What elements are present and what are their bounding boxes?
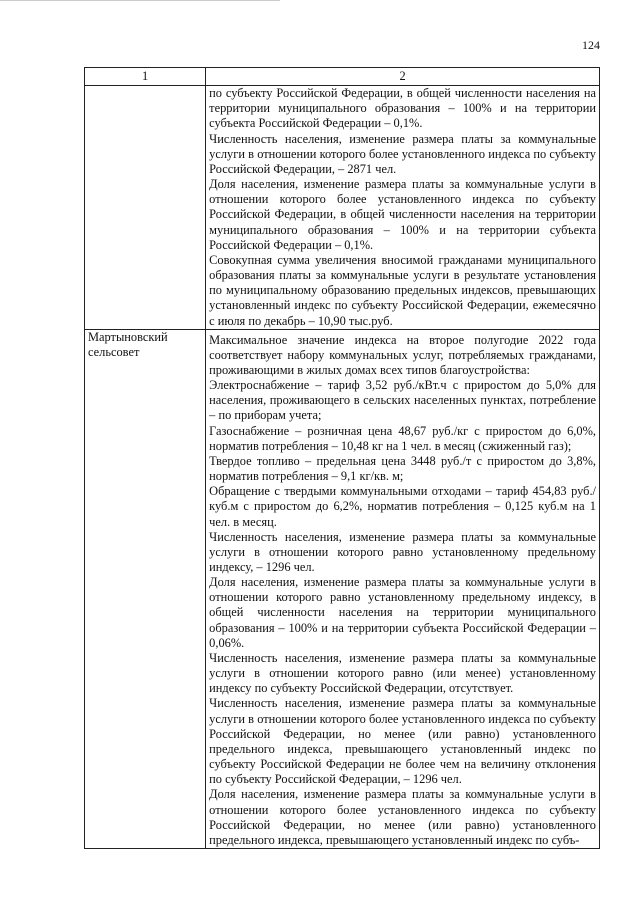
paragraph: Доля населения, изменение размера платы за коммунальные услуги в отношении которого более установленного индекса по субъекту Российской Федерации, но менее (или равно) установленного предельного индекса, превышающего установленный индекс по субъ- — [209, 787, 596, 847]
column-header-1: 1 — [85, 68, 206, 86]
paragraph: Совокупная сумма увеличения вносимой гражданами муниципального образования платы за коммунальные услуги в результате установления по муниципальному образованию предельных индексов, превышающих установленный индекс по субъекту Российской Федерации, ежемесячно с июля по декабрь – 10,90 тыс.руб. — [209, 252, 596, 328]
paragraph: Обращение с твердыми коммунальными отходами – тариф 454,83 руб./куб.м с приростом до 6,2%, норматив потребления – 0,125 куб.м на 1 чел. в месяц. — [209, 484, 596, 529]
paragraph: Численность населения, изменение размера платы за коммунальные услуги в отношении которого равно установленному предельному индексу, – 1296 чел. — [209, 529, 596, 574]
paragraph: Твердое топливо – предельная цена 3448 руб./т с приростом до 3,8%, норматив потребления – 9,1 кг/кв. м; — [209, 453, 596, 484]
paragraph: Доля населения, изменение размера платы за коммунальные услуги в отношении которого равно установленному предельному индексу, в общей численности населения на территории муниципального образования – 100% и на территории субъекта Российской Федерации – 0,06%. — [209, 575, 596, 650]
municipality-cell — [85, 86, 206, 330]
description-cell — [206, 86, 600, 330]
paragraph: Электроснабжение – тариф 3,52 руб./кВт.ч с приростом до 5,0% для населения, проживающего в сельских населенных пунктах, потребление – по приборам учета; — [209, 378, 596, 423]
paragraph: по субъекту Российской Федерации, в общей численности населения на территории муниципального образования – 100% и на территории субъекта Российской Федерации – 0,1%. — [209, 86, 596, 131]
paragraph: Газоснабжение – розничная цена 48,67 руб./кг с приростом до 6,0%, норматив потребления – 10,48 кг на 1 чел. в месяц (сжиженный газ); — [209, 423, 596, 453]
description-cell — [206, 329, 600, 848]
table-header-row — [85, 68, 600, 86]
paragraph: Доля населения, изменение размера платы за коммунальные услуги в отношении которого более установленного индекса по субъекту Российской Федерации, в общей численности населения на территории муниципального образования – 100% и на территории субъекта Российской Федерации – 0,1%. — [209, 177, 596, 252]
scan-edge-line — [0, 0, 280, 1]
column-header-2: 2 — [206, 68, 600, 86]
document-table — [84, 67, 600, 849]
page-number: 124 — [582, 38, 600, 52]
paragraph: Численность населения, изменение размера платы за коммунальные услуги в отношении которого более установленного индекса по субъекту Российской Федерации, но менее (или равно) установленного предельного индекса, превышающего установленный индекс по субъекту Российской Федерации не более чем на величину отклонения по субъекту Российской Федерации, – 1296 чел. — [209, 696, 596, 787]
table-row — [85, 86, 600, 330]
municipality-cell: Мартыновский сельсовет — [85, 329, 206, 848]
table-row — [85, 329, 600, 848]
paragraph: Численность населения, изменение размера платы за коммунальные услуги в отношении которого более установленного индекса по субъекту Российской Федерации, – 2871 чел. — [209, 131, 596, 176]
paragraph: Численность населения, изменение размера платы за коммунальные услуги в отношении которого равно (или менее) установленному индексу по субъекту Российской Федерации, отсутствует. — [209, 650, 596, 696]
paragraph: Максимальное значение индекса на второе полугодие 2022 года соответствует набору коммунальных услуг, потребляемых гражданами, проживающими в жилых домах всех типов благоустройства: — [209, 332, 596, 377]
